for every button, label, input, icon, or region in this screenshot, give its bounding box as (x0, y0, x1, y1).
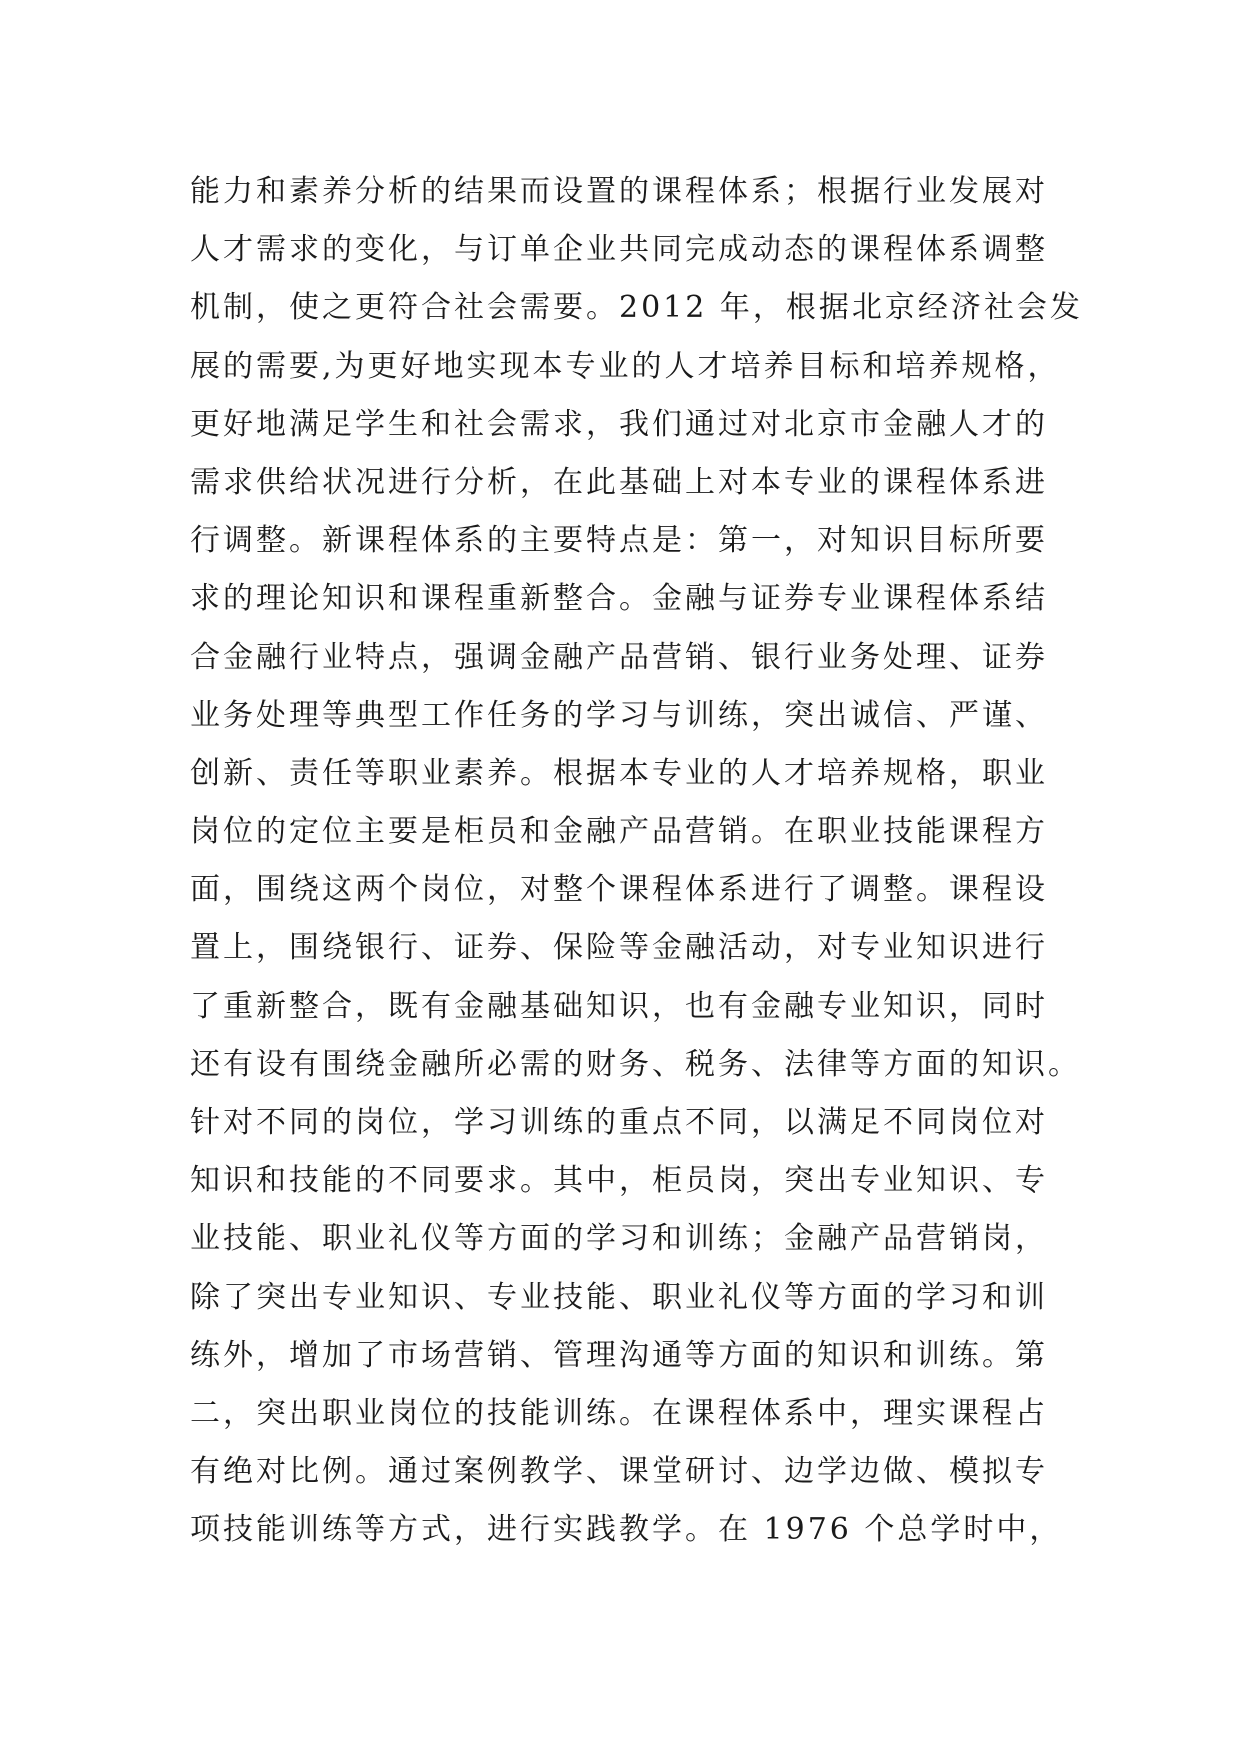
text-line: 需求供给状况进行分析，在此基础上对本专业的课程体系进 (190, 464, 1048, 500)
text-line: 了重新整合，既有金融基础知识，也有金融专业知识，同时 (190, 988, 1048, 1024)
text-line: 业务处理等典型工作任务的学习与训练，突出诚信、严谨、 (190, 697, 1048, 733)
text-line: 有绝对比例。通过案例教学、课堂研讨、边学边做、模拟专 (190, 1454, 1048, 1490)
body-text (190, 163, 1090, 1560)
text-line: 项技能训练等方式，进行实践教学。在 1976 个总学时中， (190, 1512, 1063, 1548)
text-line: 置上，围绕银行、证券、保险等金融活动，对专业知识进行 (190, 930, 1048, 966)
text-line: 除了突出专业知识、专业技能、职业礼仪等方面的学习和训 (190, 1279, 1048, 1315)
text-line: 求的理论知识和课程重新整合。金融与证券专业课程体系结 (190, 581, 1048, 617)
text-line: 知识和技能的不同要求。其中，柜员岗，突出专业知识、专 (190, 1163, 1048, 1199)
text-line: 还有设有围绕金融所必需的财务、税务、法律等方面的知识。 (190, 1046, 1081, 1082)
text-line: 能力和素养分析的结果而设置的课程体系；根据行业发展对 (190, 174, 1048, 209)
text-line: 合金融行业特点，强调金融产品营销、银行业务处理、证券 (190, 639, 1048, 675)
text-line: 练外，增加了市场营销、管理沟通等方面的知识和训练。第 (190, 1337, 1048, 1373)
text-line: 针对不同的岗位，学习训练的重点不同，以满足不同岗位对 (190, 1105, 1048, 1140)
text-line: 机制，使之更符合社会需要。2012 年，根据北京经济社会发 (190, 290, 1083, 326)
text-line: 人才需求的变化，与订单企业共同完成动态的课程体系调整 (190, 232, 1048, 268)
text-line: 二，突出职业岗位的技能训练。在课程体系中，理实课程占 (190, 1395, 1048, 1431)
text-line: 行调整。新课程体系的主要特点是：第一，对知识目标所要 (190, 523, 1048, 559)
text-line: 展的需要,为更好地实现本专业的人才培养目标和培养规格， (190, 348, 1061, 384)
text-line: 岗位的定位主要是柜员和金融产品营销。在职业技能课程方 (190, 814, 1048, 850)
text-line: 创新、责任等职业素养。根据本专业的人才培养规格，职业 (190, 755, 1048, 791)
text-line: 业技能、职业礼仪等方面的学习和训练；金融产品营销岗， (190, 1221, 1048, 1257)
text-line: 更好地满足学生和社会需求，我们通过对北京市金融人才的 (190, 406, 1048, 442)
text-line: 面，围绕这两个岗位，对整个课程体系进行了调整。课程设 (190, 872, 1048, 908)
